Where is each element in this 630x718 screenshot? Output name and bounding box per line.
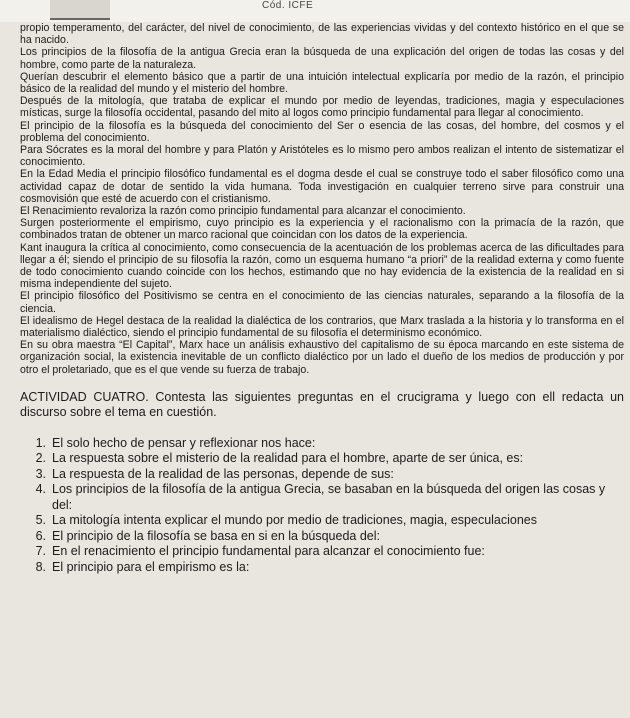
question-item <box>20 560 624 576</box>
top-strip <box>0 0 630 22</box>
question-item <box>20 513 624 529</box>
paragraphs <box>20 22 624 376</box>
question-text: El solo hecho de pensar y reflexionar nos hace: <box>52 435 316 450</box>
paragraph: Para Sócrates es la moral del hombre y para Platón y Aristóteles es lo mismo pero ambos realizan el intento de sistematizar el conocimiento. <box>20 144 624 169</box>
question-number: 7. <box>35 544 46 559</box>
question-item <box>20 529 624 545</box>
paragraph: El principio de la filosofía es la búsqueda del conocimiento del Ser o esencia de las cosas, del hombre, del cosmos y el problema del conocimiento. <box>20 119 624 144</box>
question-item <box>20 467 624 483</box>
question-text: La respuesta de la realidad de las personas, depende de sus: <box>52 466 394 481</box>
paragraph: El Renacimiento revaloriza la razón como principio fundamental para alcanzar el conocimiento. <box>20 205 466 218</box>
question-number: 1. <box>35 435 46 450</box>
paragraph: propio temperamento, del carácter, del nivel de conocimiento, de las experiencias vividas y del contexto histórico en el que se ha nacido. <box>20 22 624 47</box>
code-label: Cód. ICFE <box>262 0 314 11</box>
question-text: La respuesta sobre el misterio de la realidad para el hombre, aparte de ser única, es: <box>52 451 524 466</box>
question-number: 8. <box>35 559 46 574</box>
question-list <box>20 436 624 576</box>
question-number: 3. <box>35 466 46 481</box>
question-text: Los principios de la filosofía de la antigua Grecia, se basaban en la búsqueda del origen las cosas y del: <box>52 482 606 512</box>
paragraph: En su obra maestra “El Capital”, Marx hace un análisis exhaustivo del capitalismo de su época marcando en este sistema de organización social, la existencia inevitable de un conflicto dialéctico por un lado el dueño de los medios de producción y por otro el proletariado, que es el que vende su fuerza de trabajo. <box>20 339 624 376</box>
paragraph: Surgen posteriormente el empirismo, cuyo principio es la experiencia y el racionalismo con la primacía de la razón, que combinados tratan de obtener un marco racional que coincidan con los datos de la experiencia. <box>20 217 624 242</box>
question-number: 4. <box>35 482 46 497</box>
question-item <box>20 482 624 513</box>
paragraph: El idealismo de Hegel destaca de la realidad la dialéctica de los contrarios, que Marx traslada a la historia y lo transforma en el materialismo dialéctico, siendo el principio fundamental de su filosofía el determinismo económico. <box>20 314 624 340</box>
paragraph: El principio filosófico del Positivismo se centra en el conocimiento de las ciencias naturales, separando a la filosofía de la ciencia. <box>20 290 624 315</box>
question-item <box>20 544 624 560</box>
question-number: 2. <box>35 451 46 466</box>
paragraph: Los principios de la filosofía de la antigua Grecia eran la búsqueda de una explicación del origen de todas las cosas y del hombre, como parte de la naturaleza. <box>20 46 624 71</box>
question-number: 6. <box>35 528 46 543</box>
question-text: En el renacimiento el principio fundamental para alcanzar el conocimiento fue: <box>52 544 485 559</box>
question-text: El principio de la filosofía se basa en si en la búsqueda del: <box>52 528 380 543</box>
activity-heading: ACTIVIDAD CUATRO. Contesta las siguientes preguntas en el crucigrama y luego con ell redacta un discurso sobre el tema en cuestión. <box>20 389 624 419</box>
question-text: La mitología intenta explicar el mundo por medio de tradiciones, magia, especulaciones <box>52 513 538 528</box>
school-logo-icon <box>50 0 110 20</box>
question-number: 5. <box>35 513 46 528</box>
paragraph: Kant inaugura la crítica al conocimiento, como consecuencia de la acentuación de los problemas acerca de las dificultades para llegar a él; siendo el principio de su filosofía la razón, como un esquema humano “a priori” de la realidad externa y como fuente de todo conocimiento cuando coincide con los hechos, estimando que no hay evidencia de la existencia de la realidad en si misma independiente del sujeto. <box>20 241 624 291</box>
question-item <box>20 451 624 467</box>
document-page <box>20 22 624 575</box>
paragraph: En la Edad Media el principio filosófico fundamental es el dogma desde el cual se construye todo el saber filosófico como una actividad capaz de dotar de sentido la vida humana. Toda investigación en cualquier terreno sirve para construir una cosmovisión que esté de acuerdo con el cristianismo. <box>20 168 624 205</box>
question-item <box>20 436 624 452</box>
paragraph: Después de la mitología, que trataba de explicar el mundo por medio de leyendas, tradiciones, magia y especulaciones místicas, surge la filosofía occidental, pasando del mito al logos como principio fundamental para llegar al conocimiento. <box>20 95 624 120</box>
question-text: El principio para el empirismo es la: <box>52 559 250 574</box>
paragraph: Querían descubrir el elemento básico que a partir de una intuición intelectual explicaría por medio de la razón, el principio básico de la realidad del mundo y el misterio del hombre. <box>20 70 624 96</box>
